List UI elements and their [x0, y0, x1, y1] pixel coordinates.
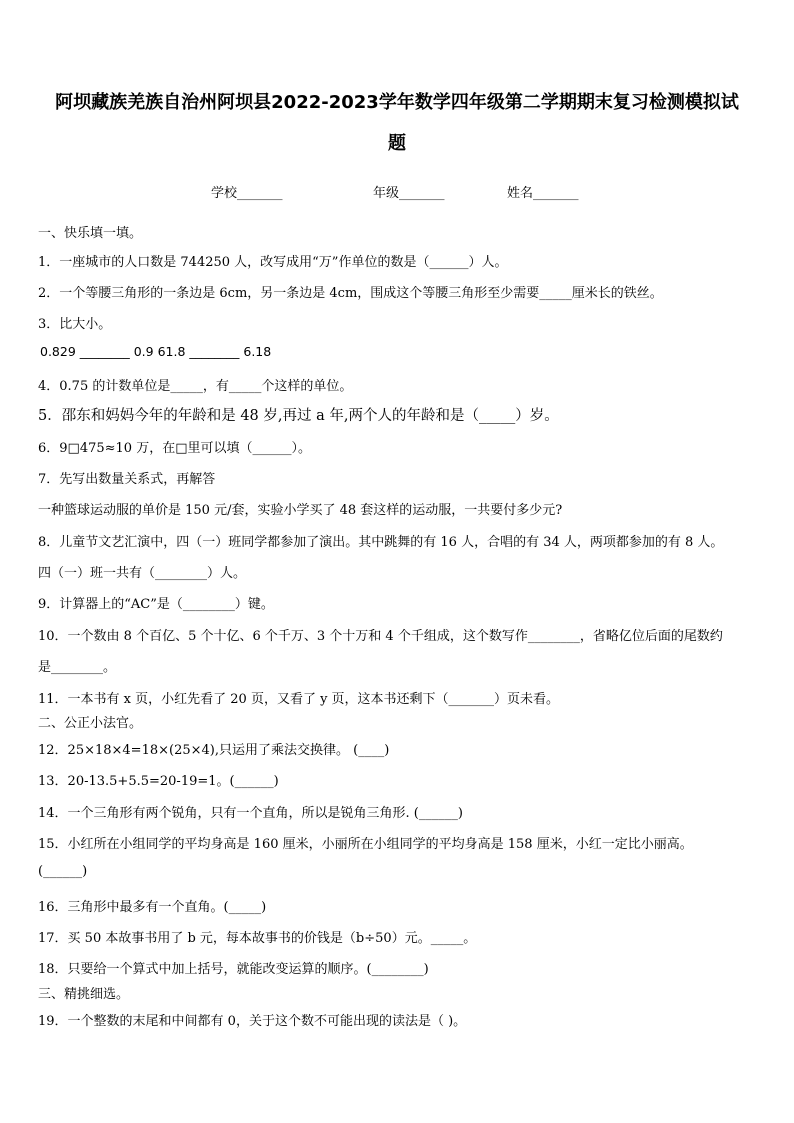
question-12: 12．25×18×4=18×(25×4),只运用了乘法交换律。 (____)	[38, 743, 390, 758]
question-3-compare: 0.829 ________ 0.9 61.8 ________ 6.18	[40, 344, 272, 359]
question-8: 8．儿童节文艺汇演中，四（一）班同学都参加了演出。其中跳舞的有 16 人，合唱的有 34 人，两项都参加的有 8 人。	[38, 535, 724, 550]
section-heading-2: 二、公正小法官。	[38, 716, 143, 731]
section-heading-1: 一、快乐填一填。	[38, 226, 143, 241]
question-7: 7．先写出数量关系式，再解答	[38, 472, 216, 487]
question-16: 16．三角形中最多有一个直角。(_____)	[38, 900, 267, 915]
grade-field: 年级_______	[373, 186, 445, 201]
question-13: 13．20-13.5+5.5=20-19=1。(______)	[38, 774, 279, 789]
question-15-answer: (______)	[38, 864, 88, 879]
question-17: 17．买 50 本故事书用了 b 元，每本故事书的价钱是（b÷50）元。_____。	[38, 931, 477, 946]
question-3: 3．比大小。	[38, 317, 112, 332]
question-4: 4．0.75 的计数单位是_____，有_____个这样的单位。	[38, 379, 353, 394]
question-8-continued: 四（一）班一共有（________）人。	[38, 566, 247, 581]
question-7-body: 一种篮球运动服的单价是 150 元/套，实验小学买了 48 套这样的运动服，一共要付多少元?	[38, 503, 563, 518]
question-1: 1．一座城市的人口数是 744250 人，改写成用“万”作单位的数是（______）人。	[38, 255, 508, 270]
question-14: 14．一个三角形有两个锐角，只有一个直角，所以是锐角三角形. (______)	[38, 806, 463, 821]
question-6: 6．9□475≈10 万，在□里可以填（______）。	[38, 441, 311, 456]
name-field: 姓名_______	[507, 186, 579, 201]
question-15: 15．小红所在小组同学的平均身高是 160 厘米，小丽所在小组同学的平均身高是 158 厘米，小红一定比小丽高。	[38, 837, 693, 852]
question-10-continued: 是________。	[38, 660, 117, 675]
question-11: 11．一本书有 x 页，小红先看了 20 页，又看了 y 页，这本书还剩下（_______）页未看。	[38, 692, 560, 707]
question-10: 10．一个数由 8 个百亿、5 个十亿、6 个千万、3 个十万和 4 个千组成，这个数写作________，省略亿位后面的尾数约	[38, 629, 723, 644]
document-title-line2: 题	[388, 133, 406, 154]
question-5: 5．邵东和妈妈今年的年龄和是 48 岁,再过 a 年,两个人的年龄和是（_____）岁。	[38, 408, 559, 424]
question-2: 2．一个等腰三角形的一条边是 6cm，另一条边是 4cm，围成这个等腰三角形至少需要_____厘米长的铁丝。	[38, 286, 663, 301]
document-title-line1: 阿坝藏族羌族自治州阿坝县2022-2023学年数学四年级第二学期期末复习检测模拟试	[55, 92, 739, 113]
question-9: 9．计算器上的“AC”是（________）键。	[38, 597, 274, 612]
question-18: 18．只要给一个算式中加上括号，就能改变运算的顺序。(________)	[38, 962, 429, 977]
question-19: 19．一个整数的末尾和中间都有 0，关于这个数不可能出现的读法是（ )。	[38, 1014, 467, 1029]
section-heading-3: 三、精挑细选。	[38, 987, 130, 1002]
school-field: 学校_______	[211, 186, 283, 201]
